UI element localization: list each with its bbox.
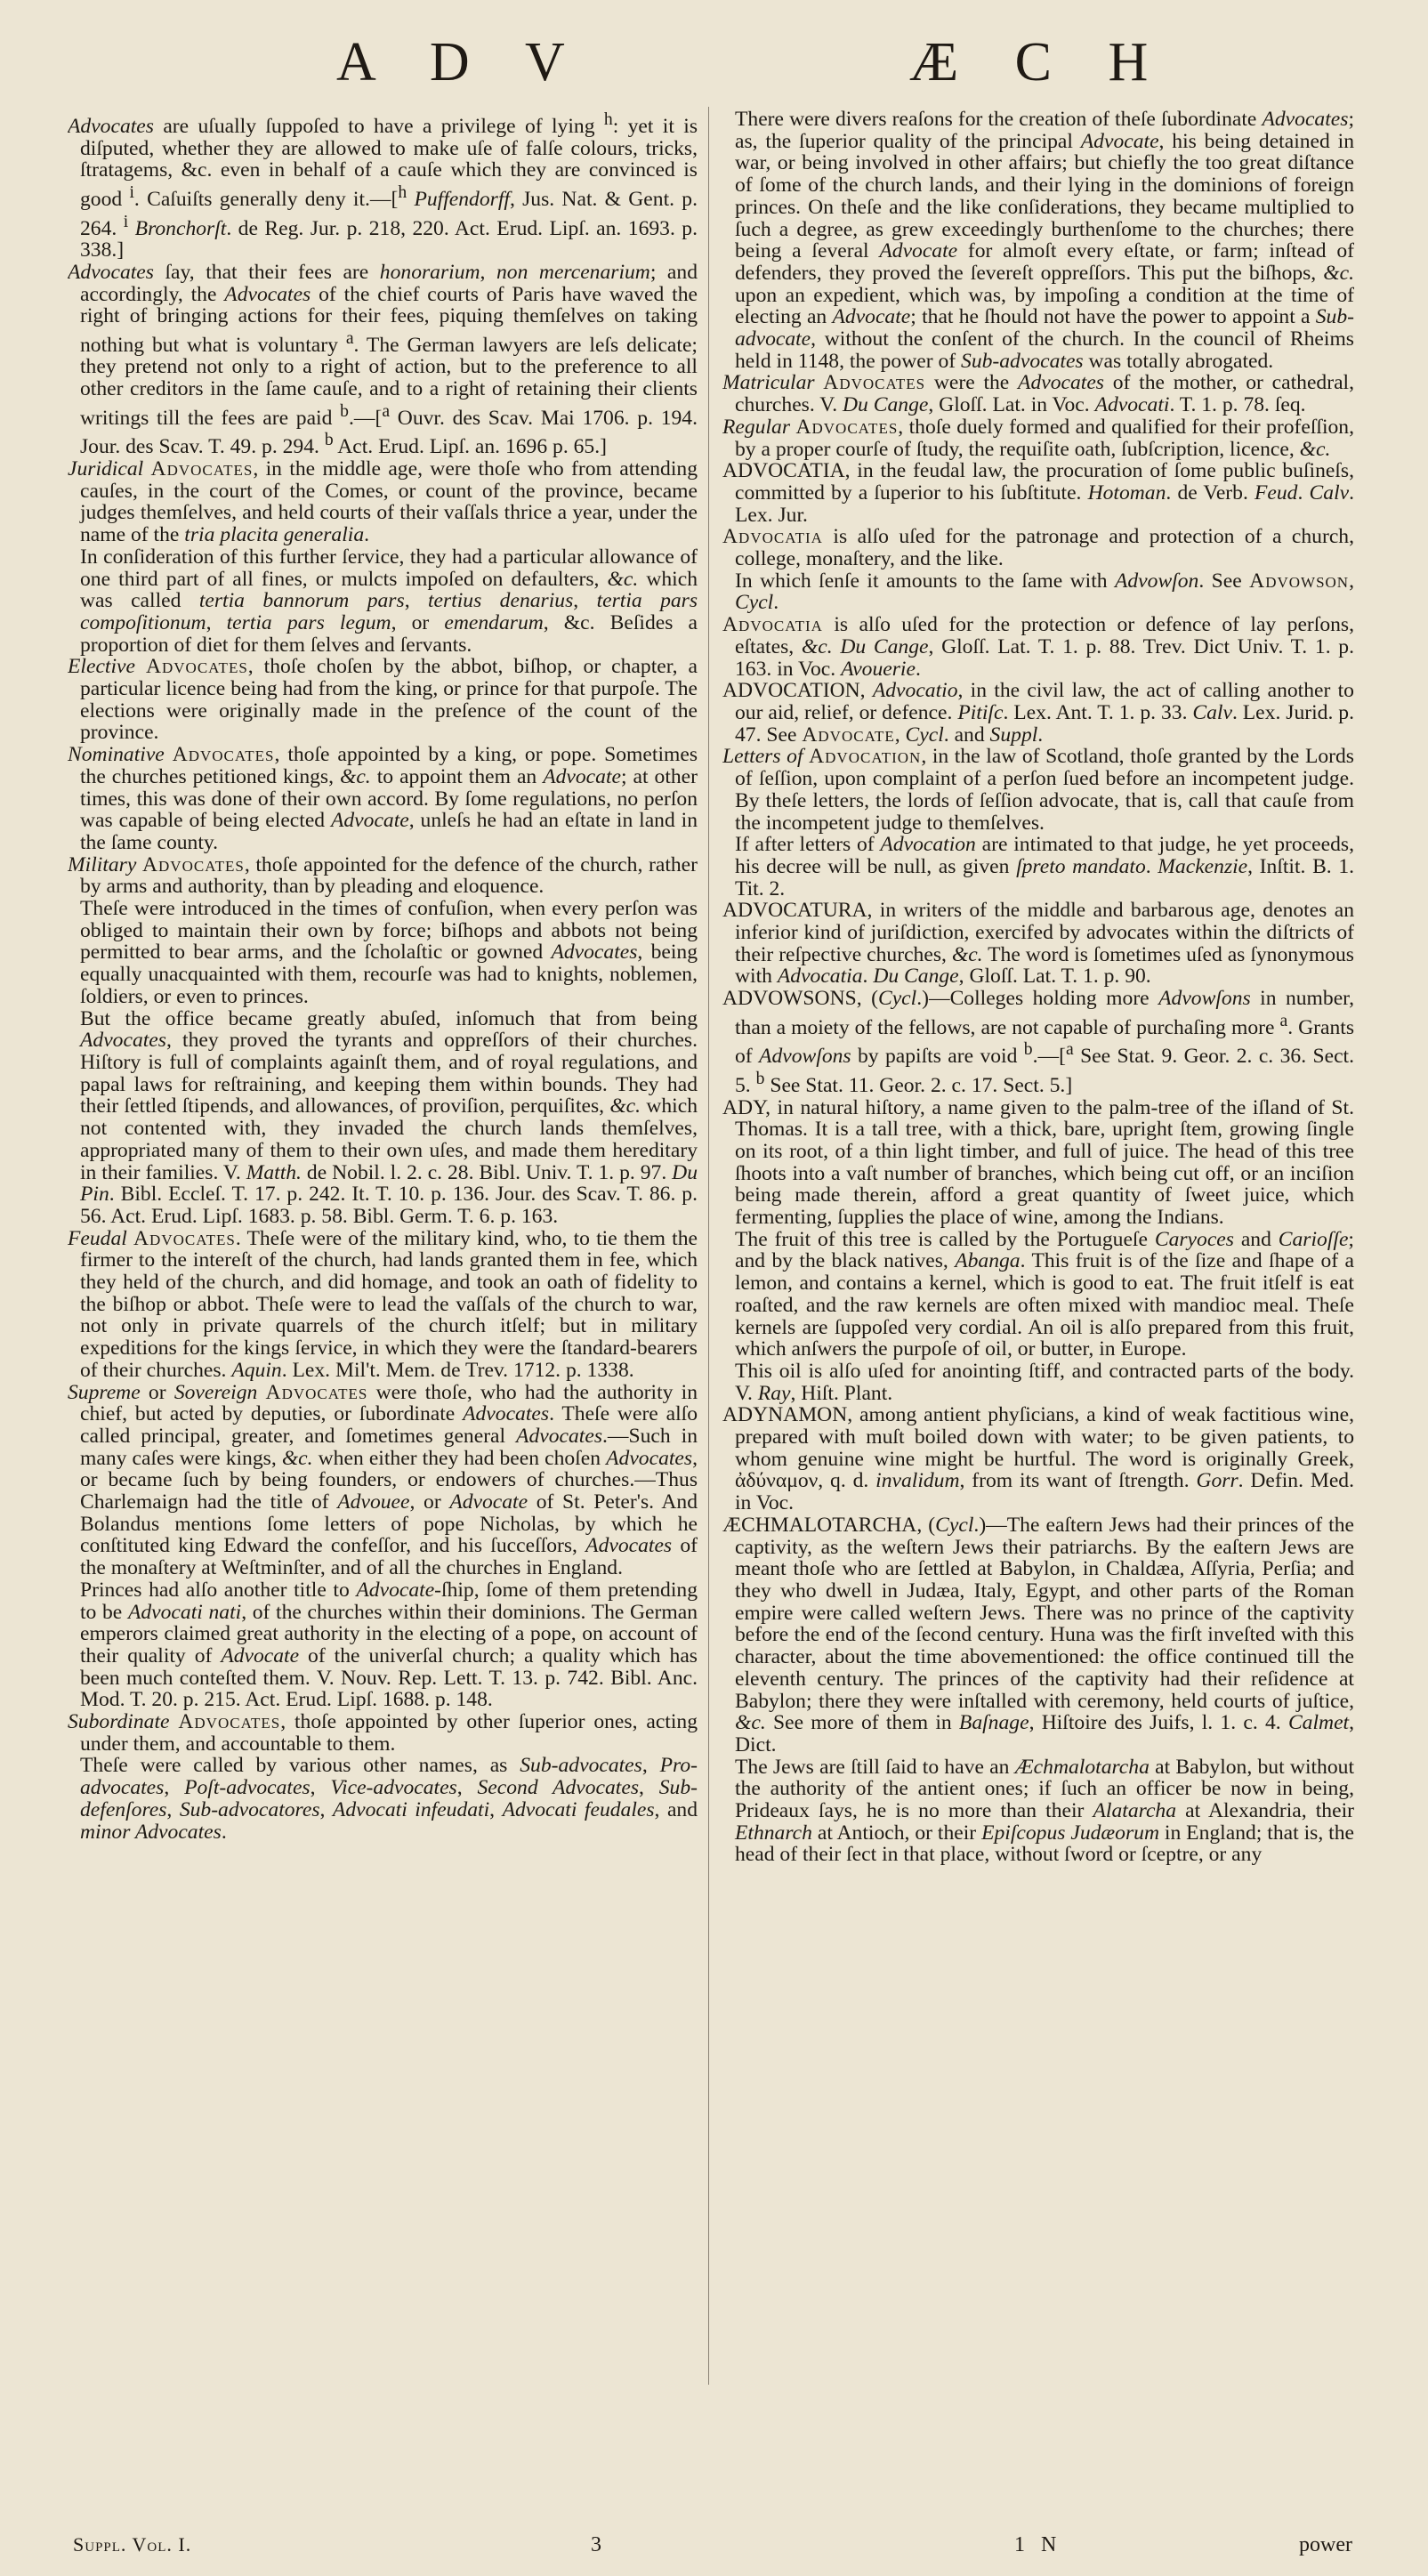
paragraph: ADVOWSONS, (Cycl.)—Colleges holding more Advowſons in number, than a moiety of the fellows, are not capable of purchaſing more $^a$. Grants of Advowſons by papiſts are void $^b$.—[$^a$ See Stat. 9. Geor. 2. c. 36. Sect. 5. $^b$ See Stat. 11. Geor. 2. c. 17. Sect. 5.] xyxy=(722,987,1354,1097)
paragraph: Princes had alſo another title to Advocate-ſhip, ſome of them pretending to be Advocati nati, of the churches within their dominions. The German emperors claimed great authority in the electing of a pope, on account of their quality of Advocate of the univerſal church; a quality which has been much conteſted them. V. Nouv. Rep. Lett. T. 13. p. 742. Bibl. Anc. Mod. T. 20. p. 215. Act. Erud. Lipſ. 1688. p. 148. xyxy=(80,1578,698,1712)
paragraph: Military Advocates, thoſe appointed for the defence of the church, rather by arms and authority, than by pleading and eloquence. xyxy=(68,852,698,899)
paragraph: Supreme or Sovereign Advocates were thoſe, who had the authority in chief, but acted by deputies, or ſubordinate Advocates. Theſe were alſo called principal, greater, and ſometimes general Advocates.—Such in many caſes were kings, &c. when either they had been choſen Advocates, or became ſuch by being founders, or endowers of churches.—Thus Charlemaign had the title of Advouee, or Advocate of St. Peter's. And Bolandus mentions ſome letters of pope Nicholas, by which he conſtituted king Edward the confeſſor, and his ſucceſſors, Advocates of the monaſtery at Weſtminſter, and of all the churches in England. xyxy=(68,1380,698,1580)
signature-mark: 1 N xyxy=(1014,2533,1062,2556)
paragraph: ADY, in natural hiſtory, a name given to the palm-tree of the iſland of St. Thomas. It is a tall tree, with a thick, bare, upright ſtem, growing ſingle on its root, of a thin light timber, and full of juice. The head of this tree ſhoots into a vaſt number of branches, which being cut off, or an inciſion being made therein, afford a great quantity of ſweet juice, which fermenting, ſupplies the place of wine, among the Indians. xyxy=(722,1095,1354,1230)
paragraph: Advocatia is alſo uſed for the patronage and protection of a church, college, monaſtery, and the like. xyxy=(722,525,1354,571)
catchword: power xyxy=(1299,2533,1352,2556)
paragraph: The fruit of this tree is called by the Portugueſe Caryoces and Carioſſe; and by the black natives, Abanga. This fruit is of the ſize and ſhape of a lemon, and contains a kernel, which is good to eat. The fruit itſelf is eat roaſted, and the raw kernels are often mixed with mandioc meal. Theſe kernels are ſuppoſed very cordial. An oil is alſo prepared from this fruit, which anſwers the purpoſe of oil, or butter, in Europe. xyxy=(735,1227,1354,1361)
paragraph: Elective Advocates, thoſe choſen by the abbot, biſhop, or chapter, a particular licence being had from the king, or prince for that purpoſe. The elections were originally made in the preſence of the count of the province. xyxy=(68,655,698,745)
paragraph: But the office became greatly abuſed, inſomuch that from being Advocates, they proved the tyrants and oppreſſors of their churches. Hiſtory is full of complaints againſt them, and of royal regulations, and papal laws for reſtraining, and keeping them within bounds. They had their ſettled ſtipends, and allowances, of proviſion, perquiſites, &c. which not contented with, they invaded the church lands themſelves, appropriated many of them to their own uſes, and made them hereditary in their families. V. Matth. de Nobil. l. 2. c. 28. Bibl. Univ. T. 1. p. 97. Du Pin. Bibl. Eccleſ. T. 17. p. 242. It. T. 10. p. 136. Jour. des Scav. T. 86. p. 56. Act. Erud. Lipſ. 1683. p. 58. Bibl. Germ. T. 6. p. 163. xyxy=(80,1006,698,1228)
paragraph: ÆCHMALOTARCHA, (Cycl.)—The eaſtern Jews had their princes of the captivity, as the weſtern Jews their patriarchs. By the eaſtern Jews are meant thoſe who are ſettled at Babylon, in Chaldæa, Aſſyria, Perſia; and they who dwell in Judæa, Italy, Egypt, and other parts of the Roman empire were called weſtern Jews. There was no prince of the captivity before the end of the ſecond century. Huna was the firſt inveſted with this character, about the time abovementioned: the office continued till the eleventh century. The princes of the captivity had their reſidence at Babylon; there they were inſtalled with ceremony, held courts of juſtice, &c. See more of them in Baſnage, Hiſtoire des Juifs, l. 1. c. 4. Calmet, Dict. xyxy=(722,1513,1354,1756)
paragraph: This oil is alſo uſed for anointing ſtiff, and contracted parts of the body. V. Ray, Hiſt. Plant. xyxy=(735,1359,1354,1405)
paragraph: Regular Advocates, thoſe duely formed and qualified for their profeſſion, by a proper courſe of ſtudy, the requiſite oath, ſubſcription, licence, &c. xyxy=(722,415,1354,461)
paragraph: There were divers reaſons for the creation of theſe ſubordinate Advocates; as, the ſuperior quality of the principal Advocate, his being detained in war, or being involved in other affairs; but chiefly the too great diſtance of ſome of the church lands, and their lying in the dominions of foreign princes. On theſe and the like conſiderations, they became multiplied to ſuch a degree, as grew exceedingly burthenſome to the churches; there being a ſeveral Advocate for almoſt every eſtate, or farm; inſtead of defenders, they proved the ſevereſt oppreſſors. This put the biſhops, &c. upon an expedient, which was, by impoſing a condition at the time of electing an Advocate; that he ſhould not have the power to appoint a Sub-advocate, without the conſent of the church. In the council of Rheims held in 1148, the power of Sub-advocates was totally abrogated. xyxy=(735,109,1354,373)
column-divider xyxy=(708,107,709,2385)
paragraph: Subordinate Advocates, thoſe appointed by other ſuperior ones, acting under them, and accountable to them. xyxy=(68,1710,698,1756)
paragraph: If after letters of Advocation are intimated to that judge, he yet proceeds, his decree will be null, as given ſpreto mandato. Mackenzie, Inſtit. B. 1. Tit. 2. xyxy=(735,833,1354,900)
paragraph: Advocatia is alſo uſed for the protection or defence of lay perſons, eſtates, &c. Du Cange, Gloſſ. Lat. T. 1. p. 88. Trev. Dict Univ. T. 1. p. 163. in Voc. Avouerie. xyxy=(722,613,1354,681)
volume-label: Suppl. Vol. I. xyxy=(73,2533,192,2556)
right-column xyxy=(722,109,1354,2422)
running-head-left: A D V xyxy=(336,32,586,93)
paragraph: The Jews are ſtill ſaid to have an Æchmalotarcha at Babylon, but without the authority of the antient ones; if ſuch an officer be now in being, Prideaux ſays, he is no more than their Alatarcha at Alexandria, their Ethnarch at Antioch, or their Epiſcopus Judæorum in England; that is, the head of their ſect in that place, without ſword or ſceptre, or any xyxy=(735,1755,1354,1867)
paragraph: ADVOCATURA, in writers of the middle and barbarous age, denotes an inferior kind of juriſdiction, exercifed by advocates within the diſtricts of their reſpective churches, &c. The word is ſometimes uſed as ſynonymous with Advocatia. Du Cange, Gloſſ. Lat. T. 1. p. 90. xyxy=(722,899,1354,989)
paragraph: In which ſenſe it amounts to the ſame with Advowſon. See Advowson, Cycl. xyxy=(735,569,1354,615)
paragraph: Juridical Advocates, in the middle age, were thoſe who from attending cauſes, in the court of the Comes, or count of the province, became judges themſelves, and held courts of their vaſſals thrice a year, under the name of the tria placita generalia. xyxy=(68,457,698,547)
paragraph: Matricular Advocates were the Advocates of the mother, or cathedral, churches. V. Du Cange, Gloſſ. Lat. in Voc. Advocati. T. 1. p. 78. ſeq. xyxy=(722,371,1354,417)
paragraph: Theſe were called by various other names, as Sub-advocates, Pro-advocates, Poſt-advocates, Vice-advocates, Second Advocates, Sub-defenſores, Sub-advocatores, Advocati infeudati, Advocati feudales, and minor Advocates. xyxy=(80,1754,698,1844)
paragraph: Nominative Advocates, thoſe appointed by a king, or pope. Sometimes the churches petitioned kings, &c. to appoint them an Advocate; at other times, this was done of their own accord. By ſome regulations, no perſon was capable of being elected Advocate, unleſs he had an eſtate in land in the ſame county. xyxy=(68,743,698,854)
paragraph: Theſe were introduced in the times of confuſion, when every perſon was obliged to maintain their own by force; biſhops and abbots not being permitted to bear arms, and the ſcholaſtic or gowned Advocates, being equally unacquainted with them, recourſe was had to knights, noblemen, ſoldiers, or even to princes. xyxy=(80,897,698,1008)
left-column xyxy=(68,109,698,2422)
paragraph: ADYNAMON, among antient phyſicians, a kind of weak factitious wine, prepared with muſt boiled down with water; to be given patients, to whom genuine wine might be hurtful. The word is originally Greek, ἀδύναμον, q. d. invalidum, from its want of ſtrength. Gorr. Defin. Med. in Voc. xyxy=(722,1403,1354,1515)
paragraph: In conſideration of this further ſervice, they had a particular allowance of one third part of all fines, or mulcts impoſed on defaulters, &c. which was called tertia bannorum pars, tertius denarius, tertia pars compoſitionum, tertia pars legum, or emendarum, &c. Beſides a proportion of diet for them ſelves and ſervants. xyxy=(80,545,698,657)
paragraph: ADVOCATIA, in the feudal law, the procuration of ſome public buſineſs, committed by a ſuperior to his ſubſtitute. Hotoman. de Verb. Feud. Calv. Lex. Jur. xyxy=(722,459,1354,527)
paragraph: Advocates ſay, that their fees are honorarium, non mercenarium; and accordingly, the Advocates of the chief courts of Paris have waved the right of bringing actions for their fees, piquing themſelves on taking nothing but what is voluntary $^a$. The German lawyers are leſs delicate; they pretend not only to a right of action, but to the preference to all other creditors in the ſame cauſe, and to a right of retaining their clients writings till the fees are paid $^b$.—[$^a$ Ouvr. des Scav. Mai 1706. p. 194. Jour. des Scav. T. 49. p. 294. $^b$ Act. Erud. Lipſ. an. 1696 p. 65.] xyxy=(68,260,698,459)
paragraph: Advocates are uſually ſuppoſed to have a privilege of lying $^h$: yet it is diſputed, whether they are allowed to make uſe of falſe colours, tricks, ſtratagems, &c. even in behalf of a cauſe which they are convinced is good $^i$. Caſuiſts generally deny it.—[$^h$ Puffendorff, Jus. Nat. & Gent. p. 264. $^i$ Bronchorſt. de Reg. Jur. p. 218, 220. Act. Erud. Lipſ. an. 1693. p. 338.] xyxy=(68,109,698,262)
page-number: 3 xyxy=(591,2533,601,2556)
paragraph: ADVOCATION, Advocatio, in the civil law, the act of calling another to our aid, relief, or defence. Pitiſc. Lex. Ant. T. 1. p. 33. Calv. Lex. Jurid. p. 47. See Advocate, Cycl. and Suppl. xyxy=(722,679,1354,747)
paragraph: Feudal Advocates. Theſe were of the military kind, who, to tie them the firmer to the intereſt of the church, had lands granted them in fee, which they held of the church, and did homage, and took an oath of fidelity to the biſhop or abbot. Theſe were to lead the vaſſals of the church to war, not only in private quarrels of the church itſelf; but in military expeditions for the kings ſervice, in which they were the ſtandard-bearers of their churches. Aquin. Lex. Mil't. Mem. de Trev. 1712. p. 1338. xyxy=(68,1226,698,1382)
running-head-right: Æ C H xyxy=(909,32,1170,93)
paragraph: Letters of Advocation, in the law of Scotland, thoſe granted by the Lords of ſeſſion, upon complaint of a perſon ſued before an incompetent judge. By theſe letters, the lords of ſeſſion advocate, that is, call that cauſe from the incompetent judge to themſelves. xyxy=(722,745,1354,835)
